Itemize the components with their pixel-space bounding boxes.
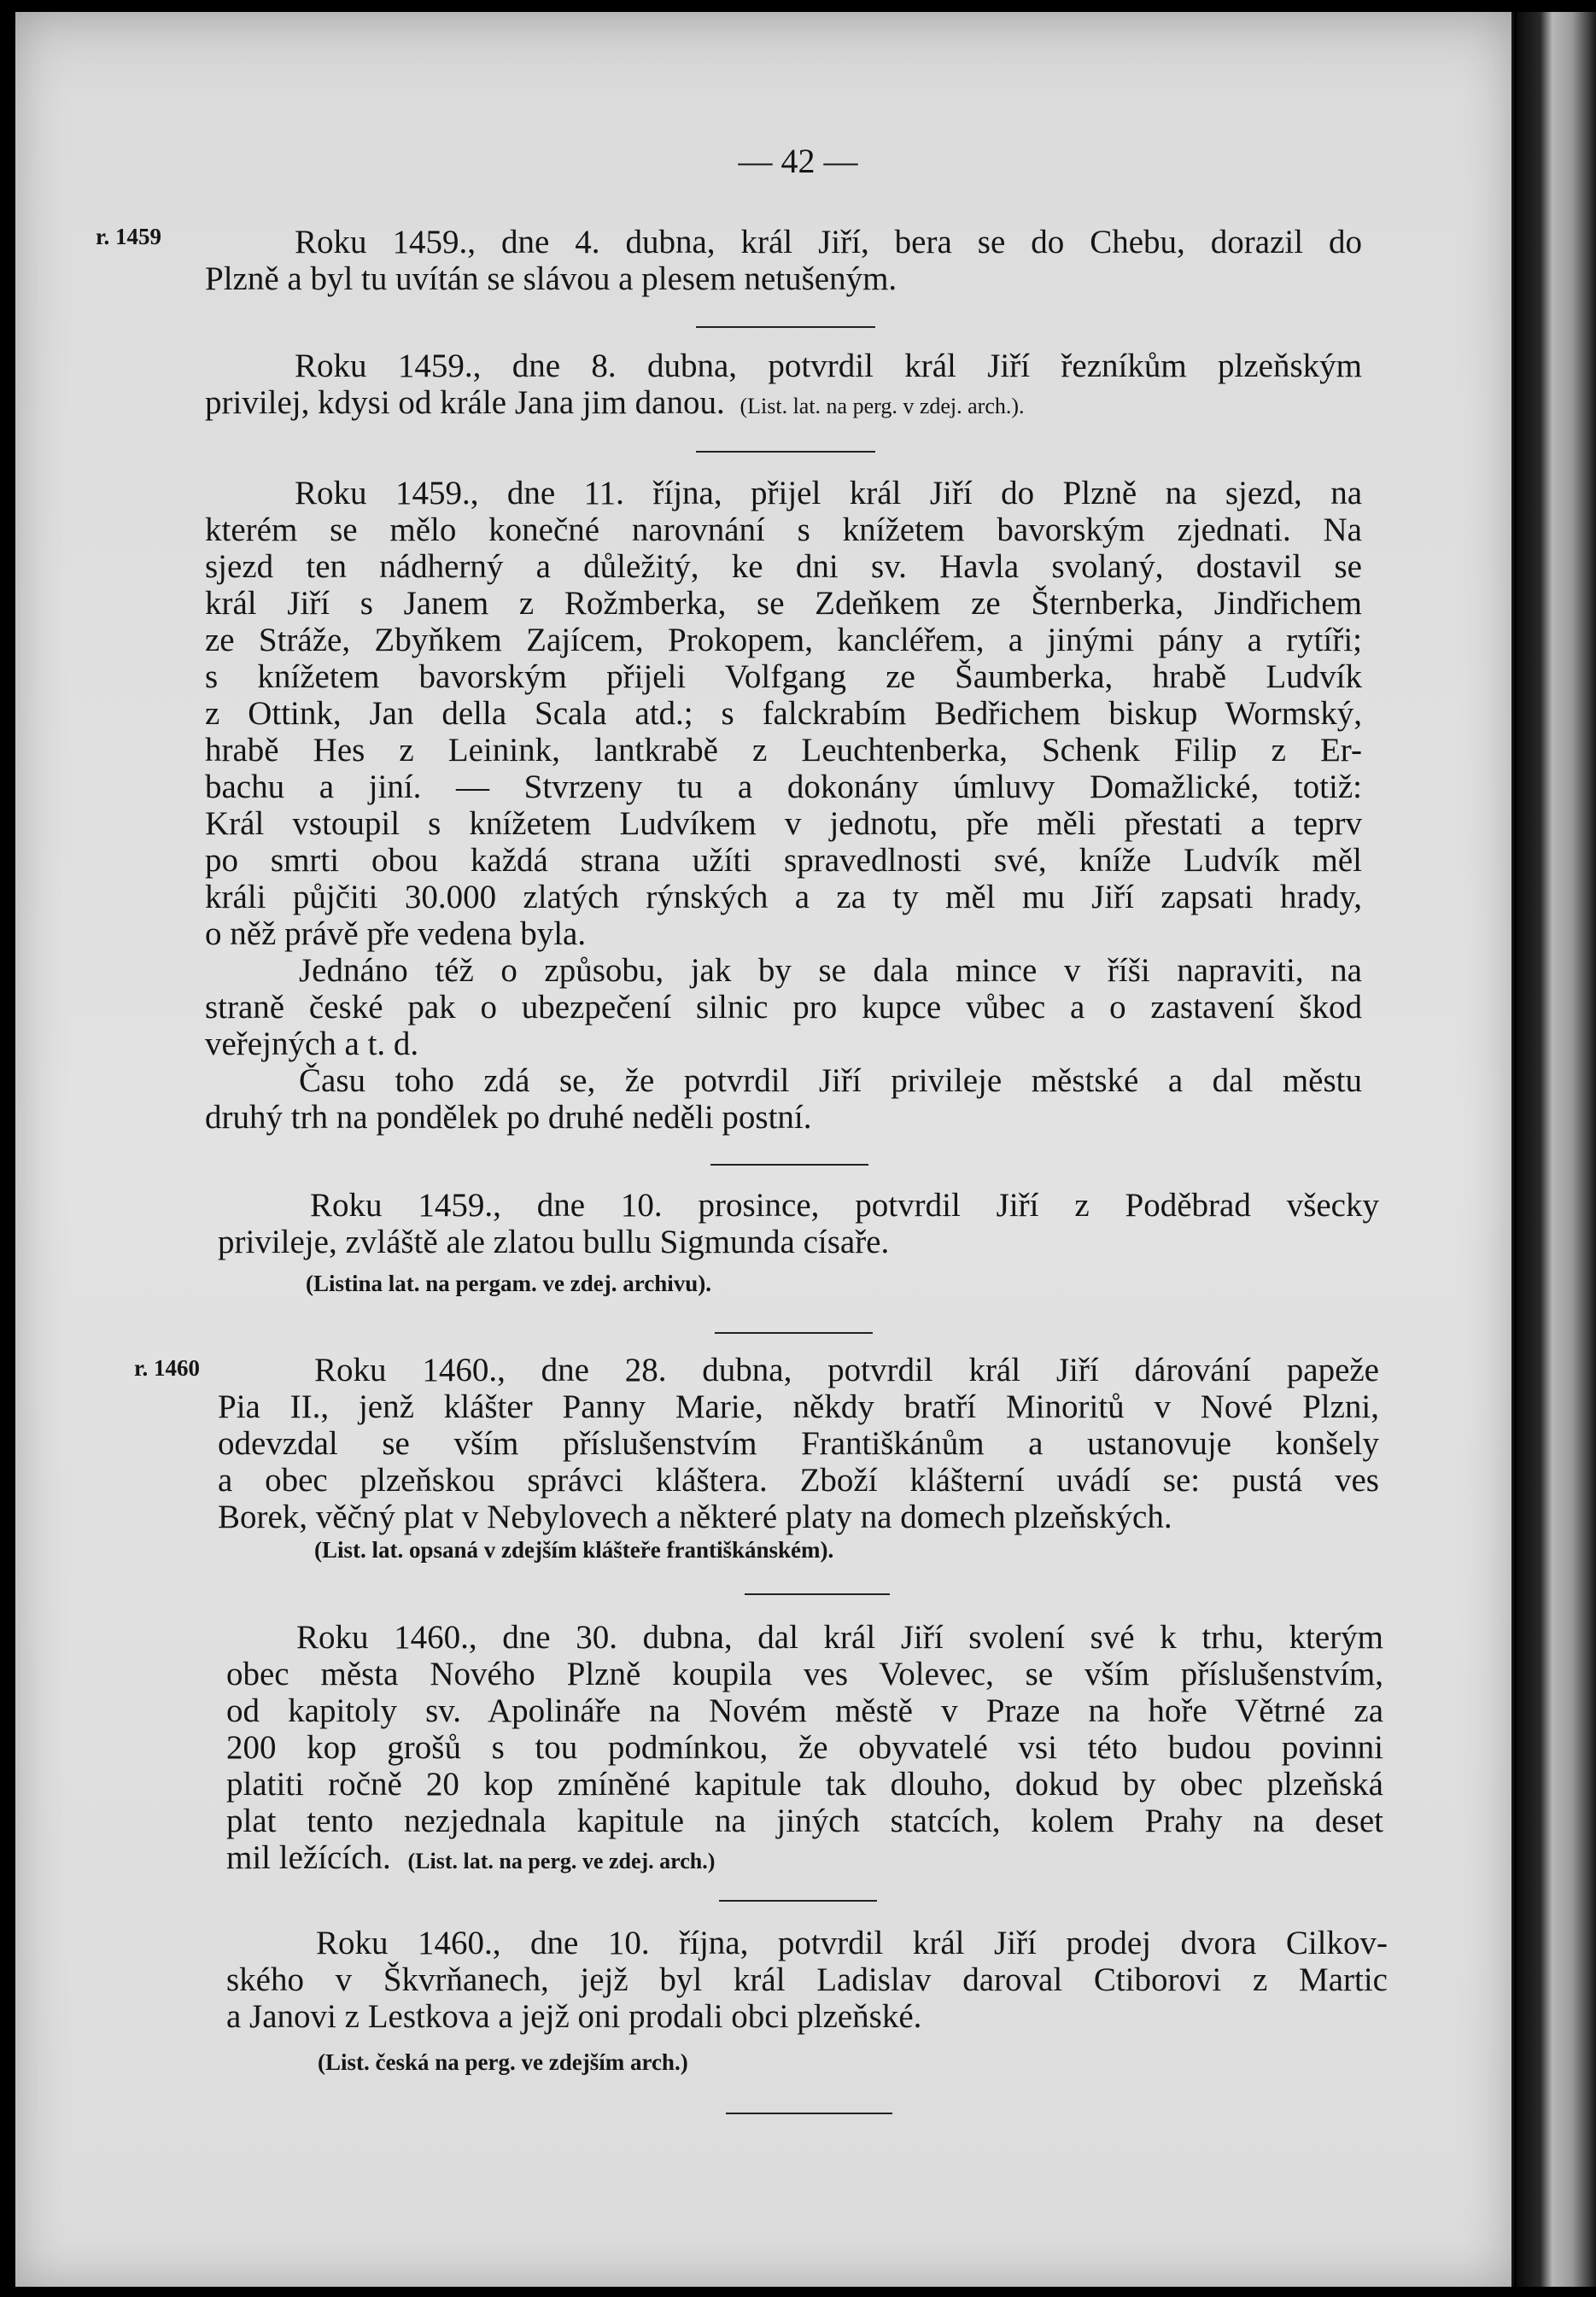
entry-paragraph [205, 475, 1362, 952]
text-line: Roku 1460., dne 30. dubna, dal král Jiří svolení své k trhu, kterým [296, 1619, 1383, 1656]
entry-paragraph [205, 1062, 1362, 1136]
entry-paragraph [218, 1352, 1379, 1535]
section-divider [696, 326, 875, 328]
section-divider [719, 1900, 877, 1902]
section-divider [726, 2113, 892, 2114]
source-citation: (List. lat. opsaná v zdejším klášteře františkánském). [314, 1537, 834, 1563]
text-line: druhý trh na pondělek po druhé neděli postní. [205, 1099, 812, 1136]
text-line: Roku 1459., dne 10. prosince, potvrdil Jiří z Poděbrad všecky [310, 1187, 1379, 1224]
entry-paragraph [205, 952, 1362, 1062]
text-line: a obec plzeňskou správci kláštera. Zboží klášterní uvádí se: pustá ves [218, 1462, 1379, 1499]
text-line: o něž právě pře vedena byla. [205, 915, 587, 952]
text-line: Jednáno též o způsobu, jak by se dala mince v říši napraviti, na [299, 952, 1362, 989]
section-divider [696, 451, 875, 453]
entry-paragraph [205, 348, 1362, 424]
text-line: Roku 1459., dne 11. října, přijel král Jiří do Plzně na sjezd, na [295, 475, 1362, 511]
text-line: hrabě Hes z Leinink, lantkrabě z Leuchtenberka, Schenk Filip z Er- [205, 732, 1362, 769]
text-line: obec města Nového Plzně koupila ves Volevec, se vším příslušenstvím, [226, 1656, 1383, 1692]
text-line: Roku 1459., dne 4. dubna, král Jiří, bera se do Chebu, dorazil do [295, 224, 1362, 260]
next-page-edge [1517, 12, 1596, 2287]
text-line: odevzdal se vším příslušenstvím Františkánům a ustanovuje konšely [218, 1425, 1379, 1462]
text-line: král Jiří s Janem z Rožmberka, se Zdeňkem ze Šternberka, Jindřichem [205, 585, 1362, 622]
entry-paragraph [218, 1187, 1379, 1260]
source-citation: (List. lat. na perg. ve zdej. arch.) [407, 1849, 716, 1873]
text-line: ského v Škvrňanech, jejž byl král Ladislav daroval Ctiborovi z Martic [226, 1961, 1388, 1998]
section-divider [710, 1164, 868, 1166]
text-line: Pia II., jenž klášter Panny Marie, někdy bratří Minoritů v Nové Plzni, [218, 1388, 1379, 1425]
text-line: s knížetem bavorským přijeli Volfgang ze Šaumberka, hrabě Ludvík [205, 658, 1362, 695]
text-line: privileje, zvláště ale zlatou bullu Sigmunda císaře. [218, 1224, 890, 1260]
text-line: veřejných a t. d. [205, 1026, 419, 1062]
entry-paragraph [226, 1619, 1383, 1879]
text-line: platiti ročně 20 kop zmíněné kapitule tak dlouho, dokud by obec plzeňská [226, 1766, 1383, 1803]
section-divider [745, 1593, 890, 1595]
text-line: Času toho zdá se, že potvrdil Jiří privileje městské a dal městu [299, 1062, 1362, 1099]
source-citation: (List. česká na perg. ve zdejším arch.) [318, 2049, 688, 2075]
text-line: Roku 1460., dne 28. dubna, potvrdil král Jiří dárování papeže [314, 1352, 1379, 1388]
text-line-main: mil ležících. [226, 1839, 391, 1876]
text-line: z Ottink, Jan della Scala atd.; s falckrabím Bedřichem biskup Wormský, [205, 695, 1362, 732]
text-line [205, 384, 1362, 424]
text-line: Borek, věčný plat v Nebylovech a některé platy na domech plzeňských. [218, 1499, 1172, 1535]
text-line: plat tento nezjednala kapitule na jiných statcích, kolem Prahy na deset [226, 1803, 1383, 1839]
text-line-main: privilej, kdysi od krále Jana jim danou. [205, 384, 725, 421]
text-line: od kapitoly sv. Apolináře na Novém městě v Praze na hoře Větrné za [226, 1692, 1383, 1729]
text-line: po smrti obou každá strana užíti spravedlnosti své, kníže Ludvík měl [205, 842, 1362, 879]
text-line: sjezd ten nádherný a důležitý, ke dni sv. Havla svolaný, dostavil se [205, 548, 1362, 585]
text-line: králi půjčiti 30.000 zlatých rýnských a za ty měl mu Jiří zapsati hrady, [205, 879, 1362, 915]
text-line: a Janovi z Lestkova a jejž oni prodali obci plzeňské. [226, 1998, 922, 2035]
entry-paragraph [226, 1925, 1388, 2035]
source-citation: (Listina lat. na pergam. ve zdej. archivu). [306, 1271, 711, 1296]
entry-paragraph [205, 224, 1362, 297]
margin-year-1460: r. 1460 [134, 1355, 201, 1381]
page-number: — 42 — [738, 142, 858, 180]
text-line: ze Stráže, Zbyňkem Zajícem, Prokopem, kancléřem, a jinými pány a rytíři; [205, 622, 1362, 658]
text-line: Roku 1459., dne 8. dubna, potvrdil král Jiří řezníkům plzeňským [295, 348, 1362, 384]
text-line: 200 kop grošů s tou podmínkou, že obyvatelé vsi této budou povinni [226, 1729, 1383, 1766]
text-line: straně české pak o ubezpečení silnic pro kupce vůbec a o zastavení škod [205, 989, 1362, 1026]
text-line: bachu a jiní. — Stvrzeny tu a dokonány úmluvy Domažlické, totiž: [205, 769, 1362, 805]
text-line: Roku 1460., dne 10. října, potvrdil král Jiří prodej dvora Cilkov- [316, 1925, 1388, 1961]
section-divider [715, 1332, 873, 1334]
text-line: Král vstoupil s knížetem Ludvíkem v jednotu, pře měli přestati a teprv [205, 805, 1362, 842]
text-line [226, 1839, 1383, 1879]
source-citation: (List. lat. na perg. v zdej. arch.). [740, 394, 1025, 418]
text-line: Plzně a byl tu uvítán se slávou a plesem netušeným. [205, 260, 897, 297]
margin-year-1459: r. 1459 [96, 224, 162, 249]
text-line: kterém se mělo konečné narovnání s knížetem bavorským zjednati. Na [205, 511, 1362, 548]
